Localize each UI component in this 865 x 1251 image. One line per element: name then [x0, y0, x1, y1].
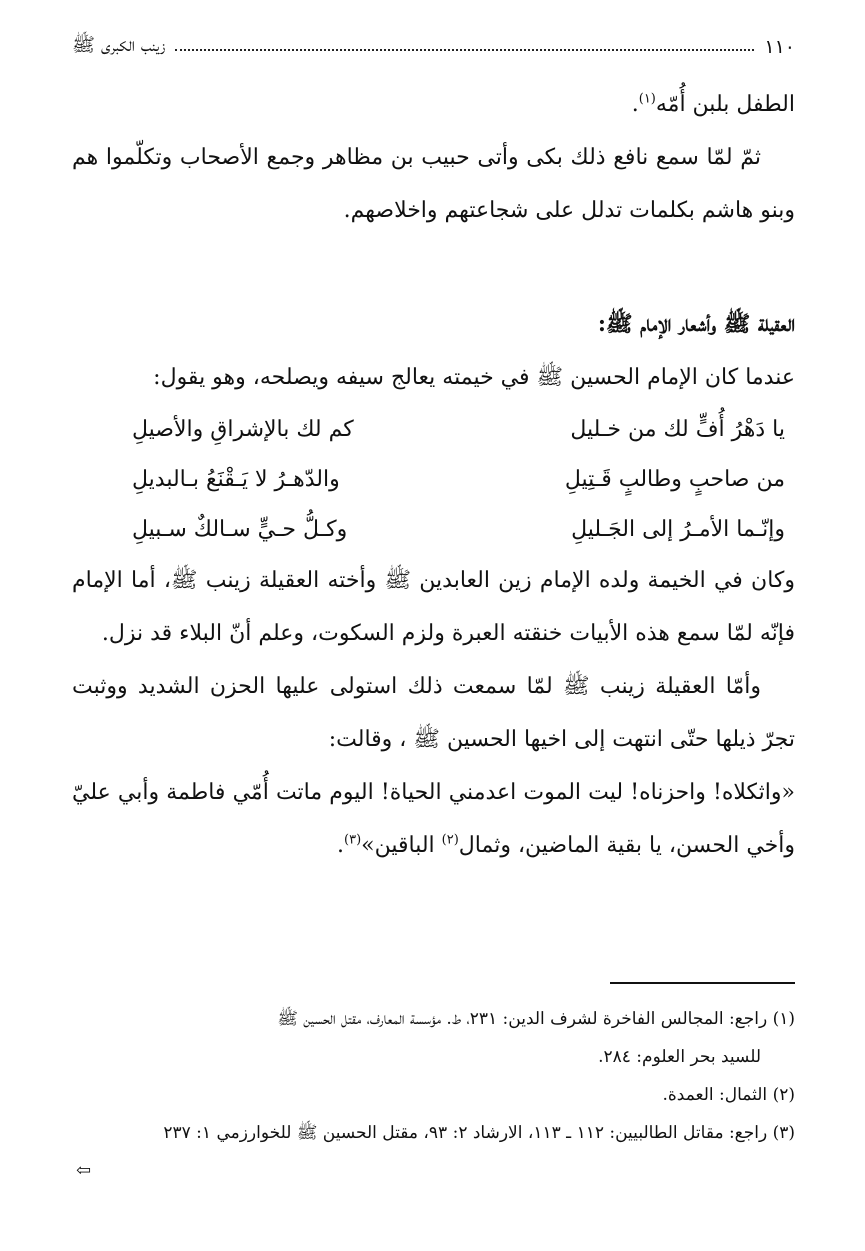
paragraph-1: الطفل بلبن أُمّه$^{(١)}$.: [631, 91, 795, 117]
footnotes: [72, 1000, 795, 1152]
paragraph-intro: عندما كان الإمام الحسين ﷺ في خيمته يعالج سيفه ويصلحه، وهو يقول:: [153, 365, 795, 390]
footnote-1-continuation: للسيد بحر العلوم: ٢٨٤.: [598, 1047, 761, 1067]
footnote-ref-3[interactable]: (٣): [344, 832, 362, 848]
paragraph-3: وكان في الخيمة ولده الإمام زين العابدين ﷺ وأخته العقيلة زينب ﷺ، أما الإمام فإنّه لمّا سمع هذه الأبيات خنقته العبرة ولزم السكوت، وعلم أنّ البلاء قد نزل.: [72, 568, 795, 646]
header-dot-leader: [175, 49, 754, 51]
quote-paragraph: «واثكلاه! واحزناه! ليت الموت اعدمني الحياة! اليوم ماتت أُمّي فاطمة وأبي عليّ وأخي الحسن، يا بقية الماضين، وثمال$^{(٢)}$ الباقين»$^{(٣)}$.: [72, 780, 795, 858]
verse-hemistich-first: وإنّـما الأمـرُ إلى الجَـليلِ: [571, 516, 785, 542]
verse-line: [72, 404, 795, 454]
verse-line: [72, 504, 795, 554]
footnote-separator: [610, 982, 795, 984]
footnote-1: (١) راجع: المجالس الفاخرة لشرف الدين: ٢٣١، ط. مؤسسة المعارف، مقتل الحسين ﷺ: [277, 1009, 795, 1029]
footnote-ref-1[interactable]: (١): [638, 91, 656, 107]
section-heading: العقيلة ﷺ وأشعار الإمام ﷺ:: [597, 311, 795, 337]
running-header: [72, 30, 795, 64]
page-number: ١١٠: [764, 36, 795, 58]
verse-hemistich-second: وكـلُّ حـيٍّ سـالكٌ سـبيلِ: [132, 516, 348, 542]
verse-hemistich-second: والدّهـرُ لا يَـقْنَعُ بـالبديلِ: [132, 466, 340, 492]
footnote-number: (١): [772, 1009, 795, 1029]
verse-hemistich-second: كم لك بالإشراقِ والأصيلِ: [132, 416, 354, 442]
footnote-number: (٢): [772, 1085, 795, 1105]
arrow-left-icon: ⇦: [76, 1160, 92, 1181]
running-title: زينب الكبرى ﷺ: [72, 34, 166, 56]
verse-line: [72, 454, 795, 504]
paragraph-4: وأمّا العقيلة زينب ﷺ لمّا سمعت ذلك استولى عليها الحزن الشديد ووثبت تجرّ ذيلها حتّى انتهت إلى اخيها الحسين ﷺ ، وقالت:: [72, 674, 795, 752]
paragraph-2: ثمّ لمّا سمع نافع ذلك بكى وأتى حبيب بن مظاهر وجمع الأصحاب وتكلّموا هم وبنو هاشم بكلمات تدلل على شجاعتهم واخلاصهم.: [72, 145, 795, 223]
footnote-2: (٢) الثمال: العمدة.: [662, 1085, 795, 1105]
main-text: [72, 78, 795, 872]
footnote-number: (٣): [772, 1123, 795, 1143]
verse-hemistich-first: يا دَهْرُ أُفٍّ لك من خـليل: [570, 416, 785, 442]
footnote-ref-2[interactable]: (٢): [441, 832, 459, 848]
verse-hemistich-first: من صاحبٍ وطالبٍ قَـتِيلِ: [564, 466, 785, 492]
footnote-3: (٣) راجع: مقاتل الطالبيين: ١١٢ ـ ١١٣، الارشاد ٢: ٩٣، مقتل الحسين ﷺ للخوارزمي ١: ٢٣٧: [163, 1123, 795, 1143]
